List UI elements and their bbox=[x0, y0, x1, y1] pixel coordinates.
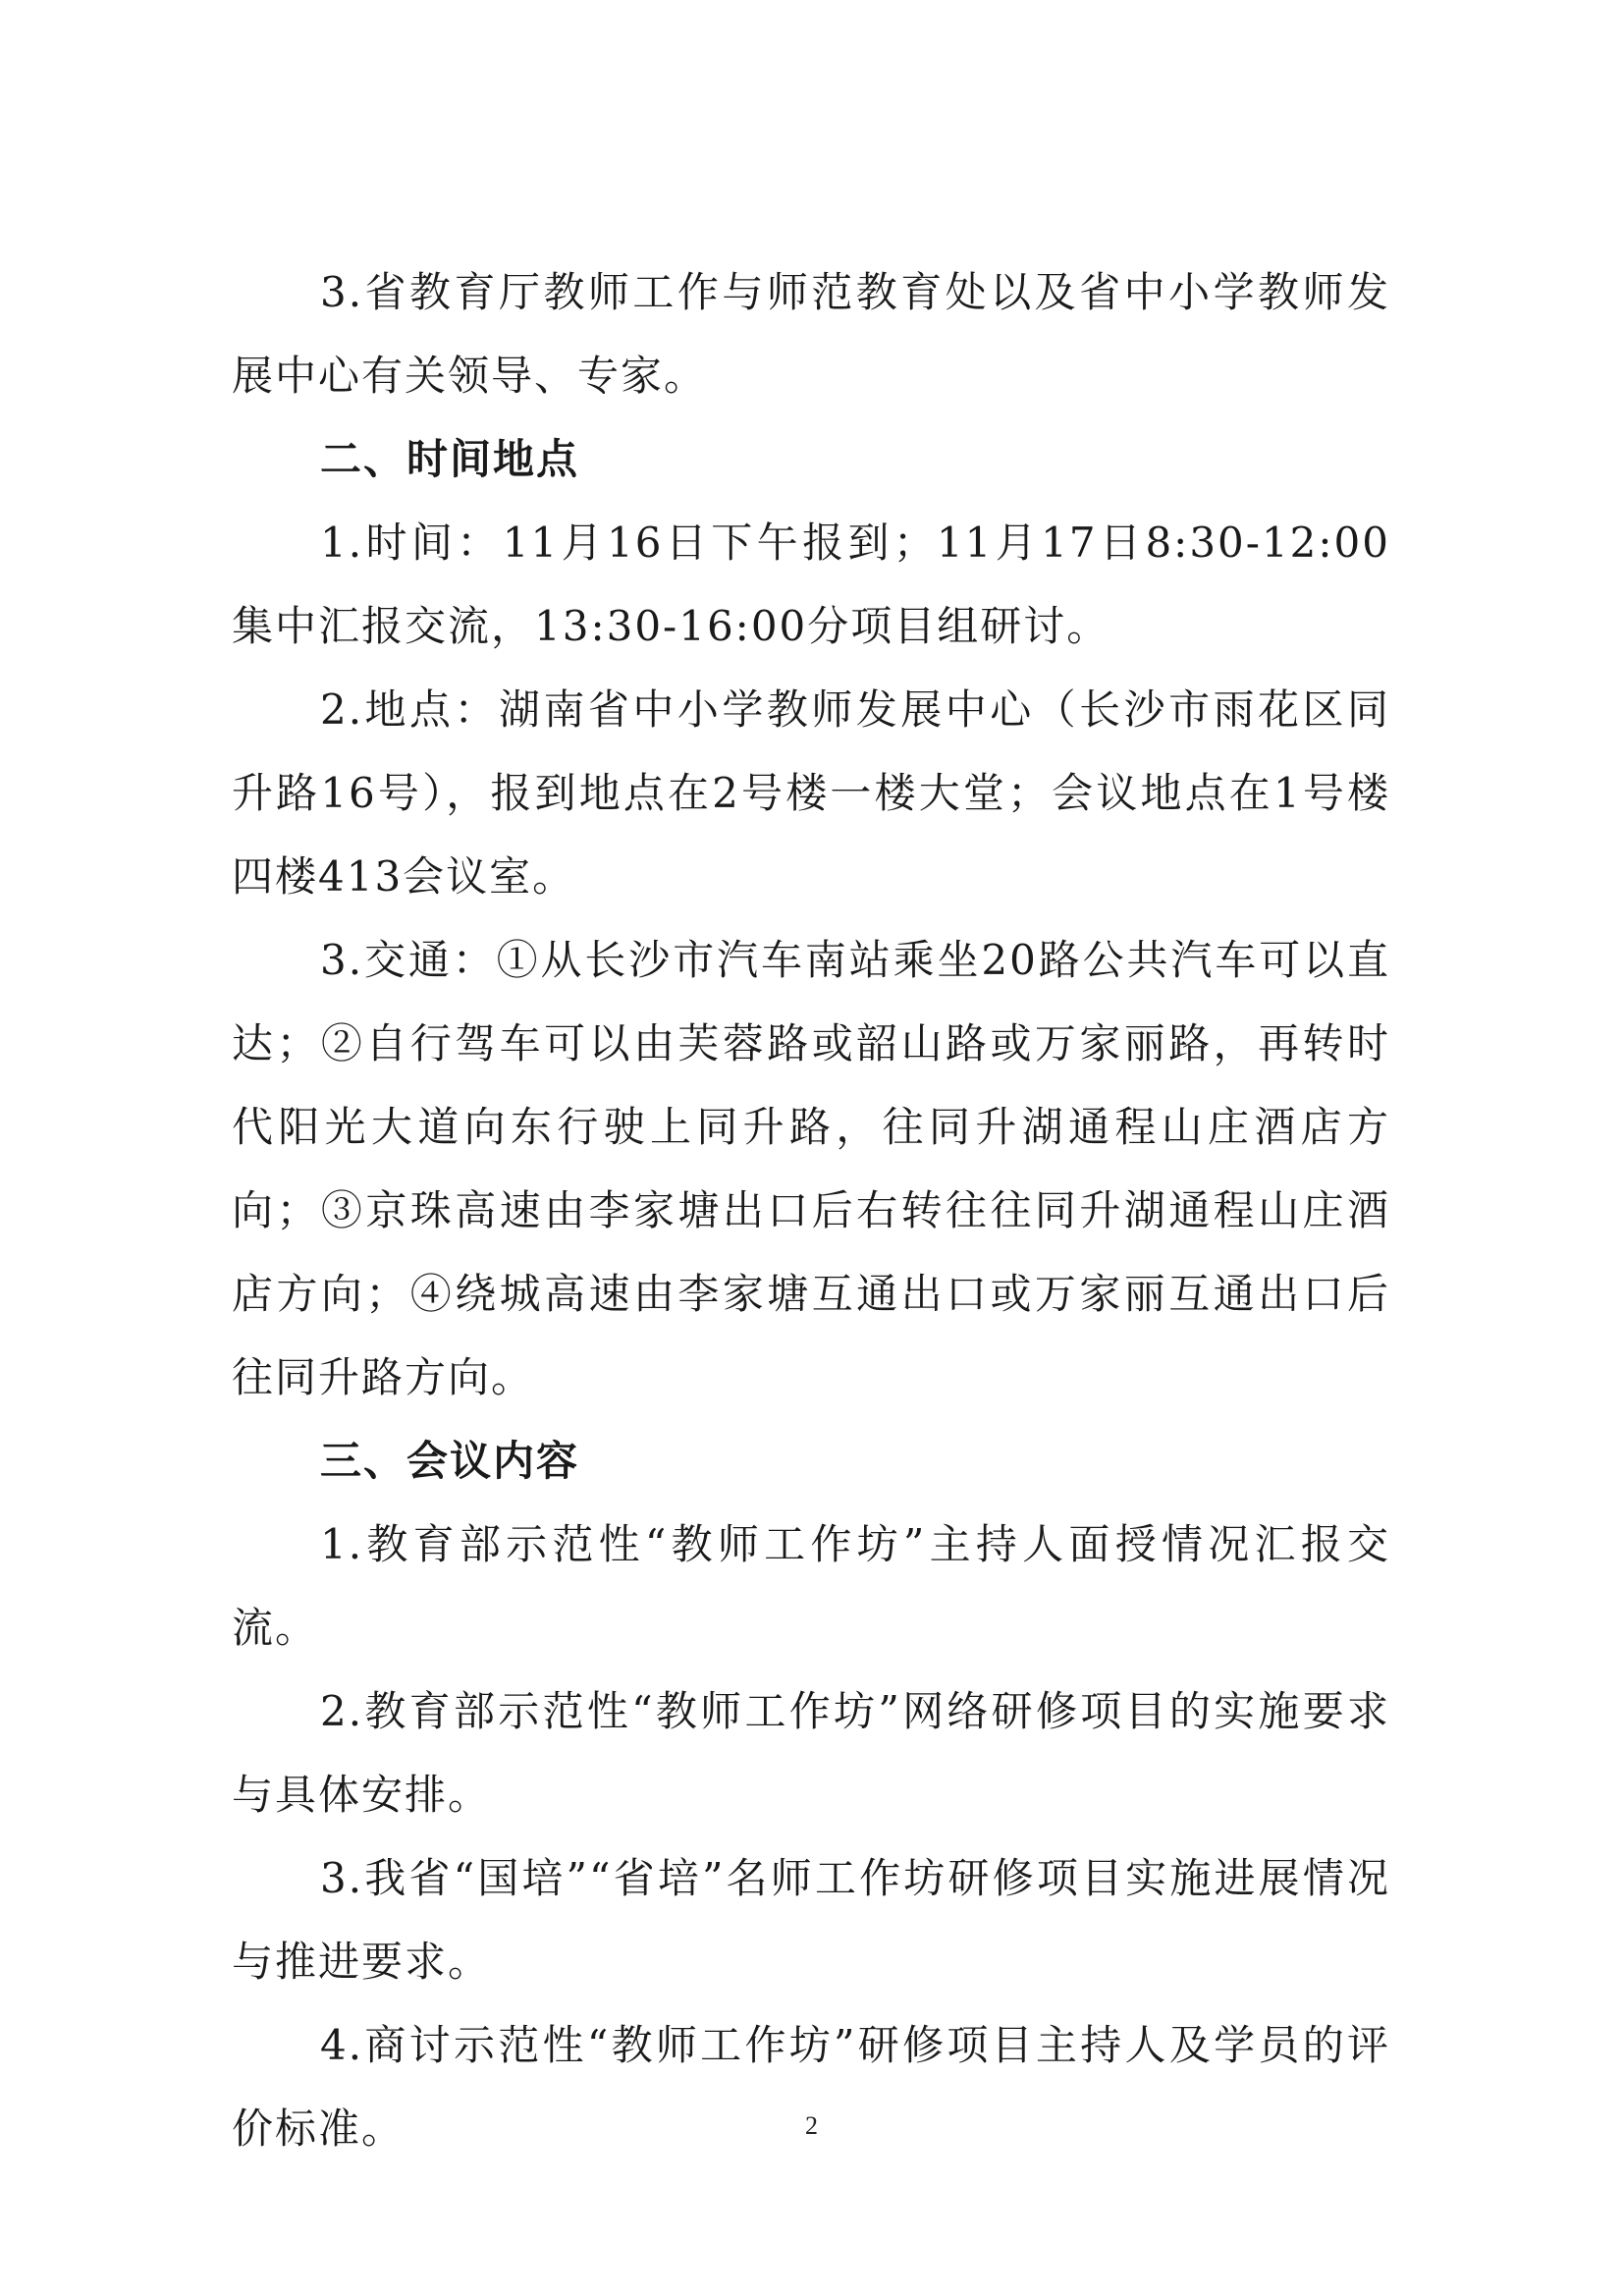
content-item-4: 4.商讨示范性“教师工作坊”研修项目主持人及学员的评价标准。 bbox=[232, 2021, 1390, 2153]
content-item-3: 3.我省“国培”“省培”名师工作坊研修项目实施进展情况与推进要求。 bbox=[232, 1854, 1390, 1986]
document-body bbox=[232, 250, 1390, 2170]
content-item-2: 2.教育部示范性“教师工作坊”网络研修项目的实施要求与具体安排。 bbox=[232, 1687, 1390, 1819]
location-paragraph: 2.地点：湖南省中小学教师发展中心（长沙市雨花区同升路16号），报到地点在2号楼一楼大堂；会议地点在1号楼四楼413会议室。 bbox=[232, 685, 1390, 901]
section-heading-time-place: 二、时间地点 bbox=[320, 435, 580, 483]
participants-item-3: 3.省教育厅教师工作与师范教育处以及省中小学教师发展中心有关领导、专家。 bbox=[232, 268, 1390, 400]
page-number: 2 bbox=[805, 2111, 818, 2140]
time-paragraph: 1.时间：11月16日下午报到；11月17日8:30-12:00集中汇报交流，13:30-16:00分项目组研讨。 bbox=[232, 519, 1390, 650]
transport-paragraph: 3.交通：①从长沙市汽车南站乘坐20路公共汽车可以直达；②自行驾车可以由芙蓉路或韶山路或万家丽路，再转时代阳光大道向东行驶上同升路，往同升湖通程山庄酒店方向；③京珠高速由李家塘出口后右转往往同升湖通程山庄酒店方向；④绕城高速由李家塘互通出口或万家丽互通出口后往同升路方向。 bbox=[232, 936, 1390, 1401]
content-item-1: 1.教育部示范性“教师工作坊”主持人面授情况汇报交流。 bbox=[232, 1520, 1390, 1652]
section-heading-meeting-content: 三、会议内容 bbox=[320, 1437, 580, 1485]
